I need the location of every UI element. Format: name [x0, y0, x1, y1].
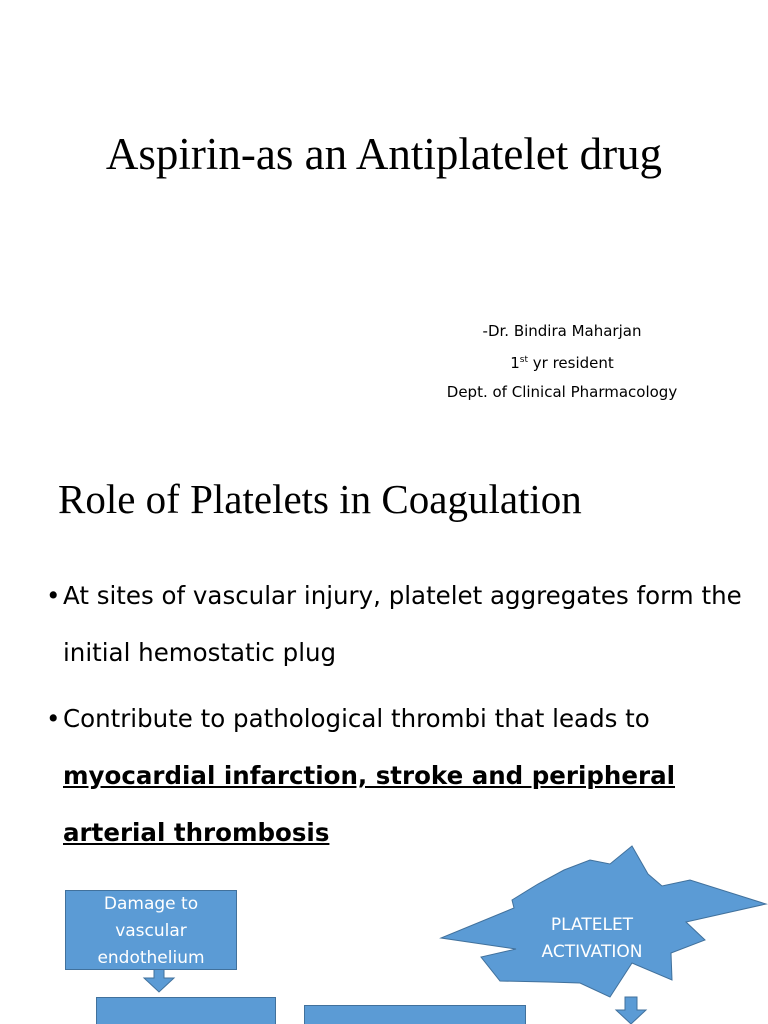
author-name: -Dr. Bindira Maharjan	[482, 322, 642, 340]
damage-box: Damage to vascular endothelium	[65, 890, 237, 970]
author-role-ordinal: 1	[510, 354, 520, 372]
slide-title	[0, 0, 768, 440]
presentation-title: Aspirin-as an Antiplatelet drug	[105, 129, 663, 179]
bullet-text: At sites of vascular injury, platelet aggregates form the initial hemostatic plug	[63, 581, 742, 667]
bullet-glyph: •	[46, 581, 61, 610]
flow-box-partial	[304, 1005, 526, 1024]
bullet-glyph: •	[46, 704, 61, 733]
flow-box-partial	[96, 997, 276, 1024]
author-role-rest: yr resident	[527, 354, 614, 372]
bullet-emphasis: myocardial infarction, stroke and peripheral arterial thrombosis	[63, 761, 675, 847]
star-label: PLATELET ACTIVATION	[541, 915, 643, 962]
author-block	[412, 317, 712, 407]
slide-platelets	[0, 440, 768, 1024]
author-role-suffix: st	[519, 355, 528, 365]
slide-title-platelets: Role of Platelets in Coagulation	[58, 476, 582, 522]
author-role	[412, 346, 712, 378]
author-dept: Dept. of Clinical Pharmacology	[446, 383, 678, 401]
down-arrow-icon	[616, 997, 646, 1024]
bullet-text: Contribute to pathological thrombi that leads to	[63, 704, 650, 733]
